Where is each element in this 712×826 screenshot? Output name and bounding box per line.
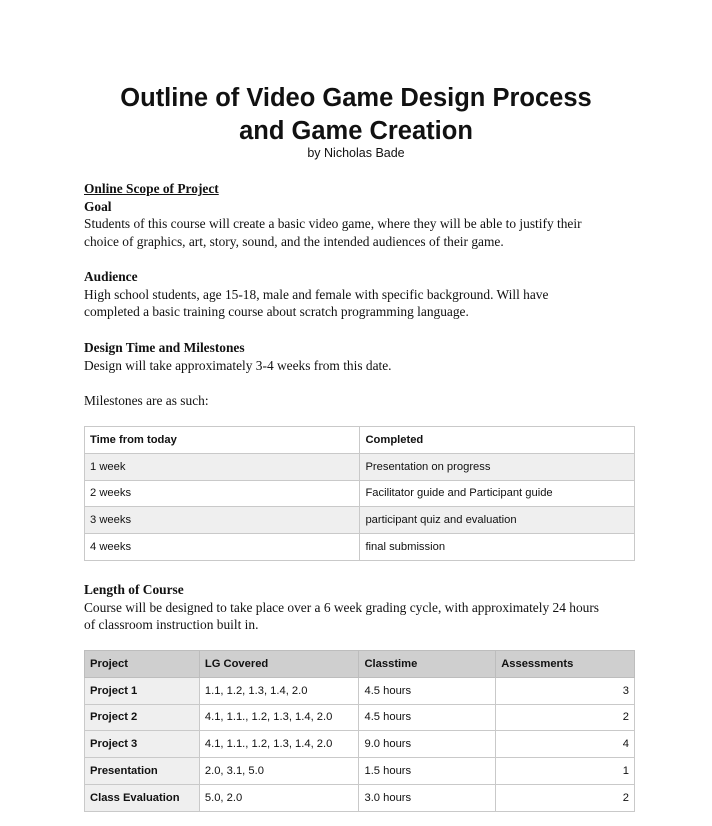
assessments-cell: 2	[496, 784, 635, 811]
classtime-cell: 9.0 hours	[359, 731, 496, 758]
time-cell: 4 weeks	[85, 534, 360, 561]
header-completed: Completed	[360, 427, 635, 454]
length-heading: Length of Course	[84, 582, 184, 597]
audience-heading: Audience	[84, 269, 138, 284]
table-row	[85, 731, 635, 758]
lg-covered-cell: 1.1, 1.2, 1.3, 1.4, 2.0	[199, 677, 359, 704]
project-name-cell: Project 2	[85, 704, 200, 731]
completed-cell: participant quiz and evaluation	[360, 507, 635, 534]
header-time-from-today: Time from today	[85, 427, 360, 454]
assessments-cell: 1	[496, 758, 635, 785]
milestones-intro: Milestones are as such:	[84, 393, 209, 408]
audience-text-line-1: High school students, age 15-18, male and female with specific background. Will have	[84, 286, 549, 302]
table-header-row	[85, 651, 635, 678]
assessments-cell: 4	[496, 731, 635, 758]
header-lg-covered: LG Covered	[199, 651, 359, 678]
completed-cell: final submission	[360, 534, 635, 561]
time-cell: 3 weeks	[85, 507, 360, 534]
assessments-cell: 3	[496, 677, 635, 704]
goal-heading: Goal	[84, 198, 112, 214]
table-row	[85, 507, 635, 534]
length-text-line-2: of classroom instruction built in.	[84, 617, 259, 632]
project-name-cell: Presentation	[85, 758, 200, 785]
audience-text-line-2: completed a basic training course about scratch programming language.	[84, 304, 469, 319]
document-title	[0, 82, 712, 148]
table-row	[85, 677, 635, 704]
classtime-cell: 1.5 hours	[359, 758, 496, 785]
design-section	[84, 339, 636, 374]
completed-cell: Presentation on progress	[360, 453, 635, 480]
table-row	[85, 704, 635, 731]
goal-text-line-1: Students of this course will create a basic video game, where they will be able to justify their	[84, 216, 582, 231]
table-row	[85, 784, 635, 811]
goal-section	[84, 180, 636, 250]
time-cell: 1 week	[85, 453, 360, 480]
milestones-table	[84, 426, 635, 561]
project-name-cell: Project 3	[85, 731, 200, 758]
byline: by Nicholas Bade	[307, 146, 405, 160]
table-row	[85, 534, 635, 561]
table-row	[85, 480, 635, 507]
project-name-cell: Project 1	[85, 677, 200, 704]
table-header-row	[85, 427, 635, 454]
lg-covered-cell: 5.0, 2.0	[199, 784, 359, 811]
length-text-line-1: Course will be designed to take place over a 6 week grading cycle, with approximately 24 hours	[84, 599, 600, 615]
time-cell: 2 weeks	[85, 480, 360, 507]
project-name-cell: Class Evaluation	[85, 784, 200, 811]
classtime-cell: 4.5 hours	[359, 704, 496, 731]
lg-covered-cell: 4.1, 1.1., 1.2, 1.3, 1.4, 2.0	[199, 731, 359, 758]
design-heading: Design Time and Milestones	[84, 340, 245, 355]
lg-covered-cell: 4.1, 1.1., 1.2, 1.3, 1.4, 2.0	[199, 704, 359, 731]
header-assessments: Assessments	[496, 651, 635, 678]
lg-covered-cell: 2.0, 3.1, 5.0	[199, 758, 359, 785]
audience-section	[84, 268, 636, 321]
scope-heading: Online Scope of Project	[84, 181, 219, 196]
table-row	[85, 758, 635, 785]
title-line-2: and Game Creation	[239, 117, 473, 145]
table-row	[85, 453, 635, 480]
assessments-cell: 2	[496, 704, 635, 731]
goal-text-line-2: choice of graphics, art, story, sound, and the intended audiences of their game.	[84, 233, 504, 249]
title-line-1: Outline of Video Game Design Process	[120, 84, 592, 112]
length-section	[84, 581, 636, 634]
projects-table	[84, 650, 635, 812]
design-text: Design will take approximately 3-4 weeks from this date.	[84, 357, 392, 373]
header-classtime: Classtime	[359, 651, 496, 678]
classtime-cell: 4.5 hours	[359, 677, 496, 704]
classtime-cell: 3.0 hours	[359, 784, 496, 811]
header-project: Project	[85, 651, 200, 678]
completed-cell: Facilitator guide and Participant guide	[360, 480, 635, 507]
